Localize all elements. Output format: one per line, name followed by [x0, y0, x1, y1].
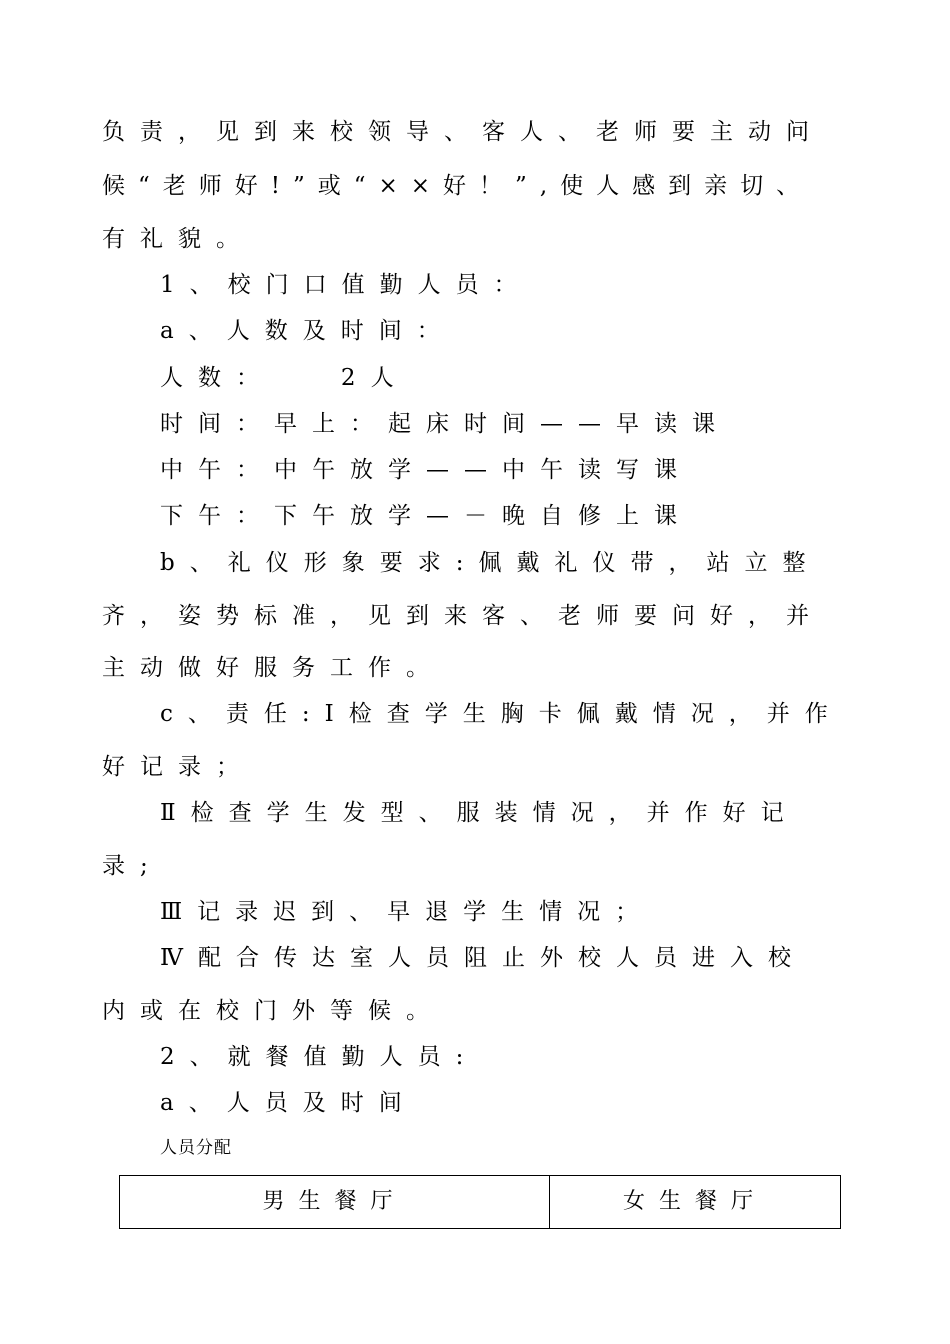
paragraph-line: Ⅱ检查学生发型、服装情况，并作好记	[160, 800, 799, 826]
section-heading: 2、就餐值勤人员:	[160, 1044, 479, 1070]
paragraph-line: 录;	[102, 853, 163, 879]
table-header-cell: 男生餐厅	[120, 1176, 550, 1229]
table-header-cell: 女生餐厅	[550, 1176, 841, 1229]
subsection-heading: b、礼仪形象要求:佩戴礼仪带，站立整	[160, 550, 821, 576]
paragraph-line: 齐，姿势标准，见到来客、老师要问好，并	[102, 603, 824, 629]
subsection-heading: c、责任:Ⅰ检查学生胸卡佩戴情况，并作	[160, 701, 843, 727]
paragraph-line: 负责，见到来校领导、客人、老师要主动问	[102, 119, 824, 145]
paragraph-line: 好记录；	[102, 754, 254, 780]
subsection-heading: a、人员及时间	[160, 1090, 417, 1116]
paragraph-line: Ⅳ配合传达室人员阻止外校人员进入校	[160, 945, 806, 971]
paragraph-line: 时间：早上：起床时间——早读课	[160, 411, 730, 437]
table-row	[120, 1176, 841, 1229]
section-heading: 1、校门口值勤人员：	[160, 272, 532, 298]
table-caption: 人员分配	[160, 1138, 232, 1158]
paragraph-line: 中午：中午放学——中午读写课	[160, 457, 692, 483]
paragraph-line: 下午：下午放学—－晚自修上课	[160, 503, 692, 529]
paragraph-line: 内或在校门外等候。	[102, 998, 444, 1024]
paragraph-line: 候“老师好!”或“××好！”,使人感到亲切、	[102, 173, 813, 199]
paragraph-line: 有礼貌。	[102, 226, 254, 252]
subsection-heading: a、人数及时间：	[160, 318, 455, 344]
paragraph-line: 人数： 2人	[160, 365, 409, 391]
paragraph-line: 主动做好服务工作。	[102, 655, 444, 681]
staff-allocation-table	[119, 1175, 841, 1229]
paragraph-line: Ⅲ记录迟到、早退学生情况；	[160, 899, 654, 925]
